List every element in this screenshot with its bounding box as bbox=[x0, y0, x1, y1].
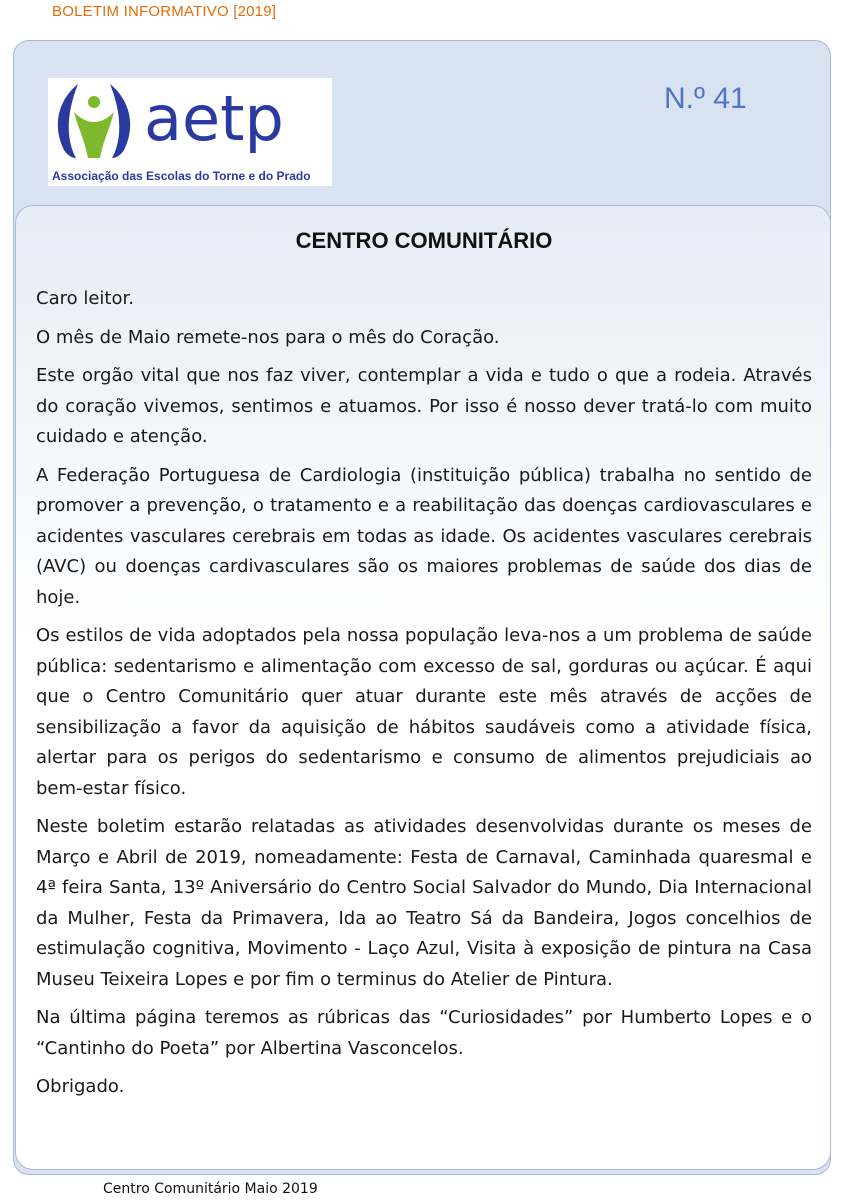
logo-wordmark: aetp bbox=[144, 82, 284, 155]
logo-blue-arc-left-icon bbox=[58, 84, 78, 158]
logo-tagline: Associação das Escolas do Torne e do Prado bbox=[52, 169, 311, 183]
aetp-logo-graphic bbox=[48, 78, 332, 186]
page-footer: Centro Comunitário Maio 2019 bbox=[103, 1181, 318, 1197]
article-paragraph: A Federação Portuguesa de Cardiologia (instituição pública) trabalha no sentido de promover a prevenção, o tratamento e a reabilitação das doenças cardiovasculares e acidentes vasculares cerebrais em todas as idade. Os acidentes vasculares cerebrais (AVC) ou doenças cardivasculares são os maiores problemas de saúde dos dias de hoje. bbox=[36, 464, 812, 608]
aetp-logo bbox=[48, 78, 332, 186]
article-paragraph: Os estilos de vida adoptados pela nossa população leva-nos a um problema de saúde pública: sedentarismo e alimentação com excesso de sal, gorduras ou açúcar. É aqui que o Centro Comunitário quer atuar durante este mês através de acções de sensibilização a favor da aquisição de hábitos saudáveis como a atividade física, alertar para os perigos do sedentarismo e consumo de alimentos prejudiciais ao bem-estar físico. bbox=[36, 625, 812, 799]
logo-figure-body-icon bbox=[74, 112, 114, 158]
article-paragraph: Neste boletim estarão relatadas as atividades desenvolvidas durante os meses de Março e Abril de 2019, nomeadamente: Festa de Carnaval, Caminhada quaresmal e 4ª feira Santa, 13º Aniversário do Centro Social Salvador do Mundo, Dia Internacional da Mulher, Festa da Primavera, Ida ao Teatro Sá da Bandeira, Jogos concelhios de estimulação cognitiva, Movimento - Laço Azul, Visita à exposição de pintura na Casa Museu Teixeira Lopes e por fim o terminus do Atelier de Pintura. bbox=[36, 816, 812, 990]
article-paragraph: Na última página teremos as rúbricas das “Curiosidades” por Humberto Lopes e o “Cantinho do Poeta” por Albertina Vasconcelos. bbox=[36, 1007, 812, 1059]
article-paragraph: Obrigado. bbox=[36, 1076, 125, 1097]
article-paragraph: O mês de Maio remete-nos para o mês do Coração. bbox=[36, 326, 500, 348]
logo-blue-arc-right-icon bbox=[110, 84, 130, 158]
article-title: CENTRO COMUNITÁRIO bbox=[295, 228, 553, 253]
article-paragraph: Caro leitor. bbox=[36, 288, 134, 309]
article-body bbox=[36, 284, 812, 1162]
bulletin-label: BOLETIM INFORMATIVO [2019] bbox=[52, 3, 277, 20]
logo-figure-head-icon bbox=[88, 96, 100, 108]
issue-number: N.º 41 bbox=[664, 82, 747, 115]
article-paragraph: Este orgão vital que nos faz viver, contemplar a vida e tudo o que a rodeia. Através do coração vivemos, sentimos e atuamos. Por isso é nosso dever tratá-lo com muito cuidado e atenção. bbox=[36, 365, 812, 447]
